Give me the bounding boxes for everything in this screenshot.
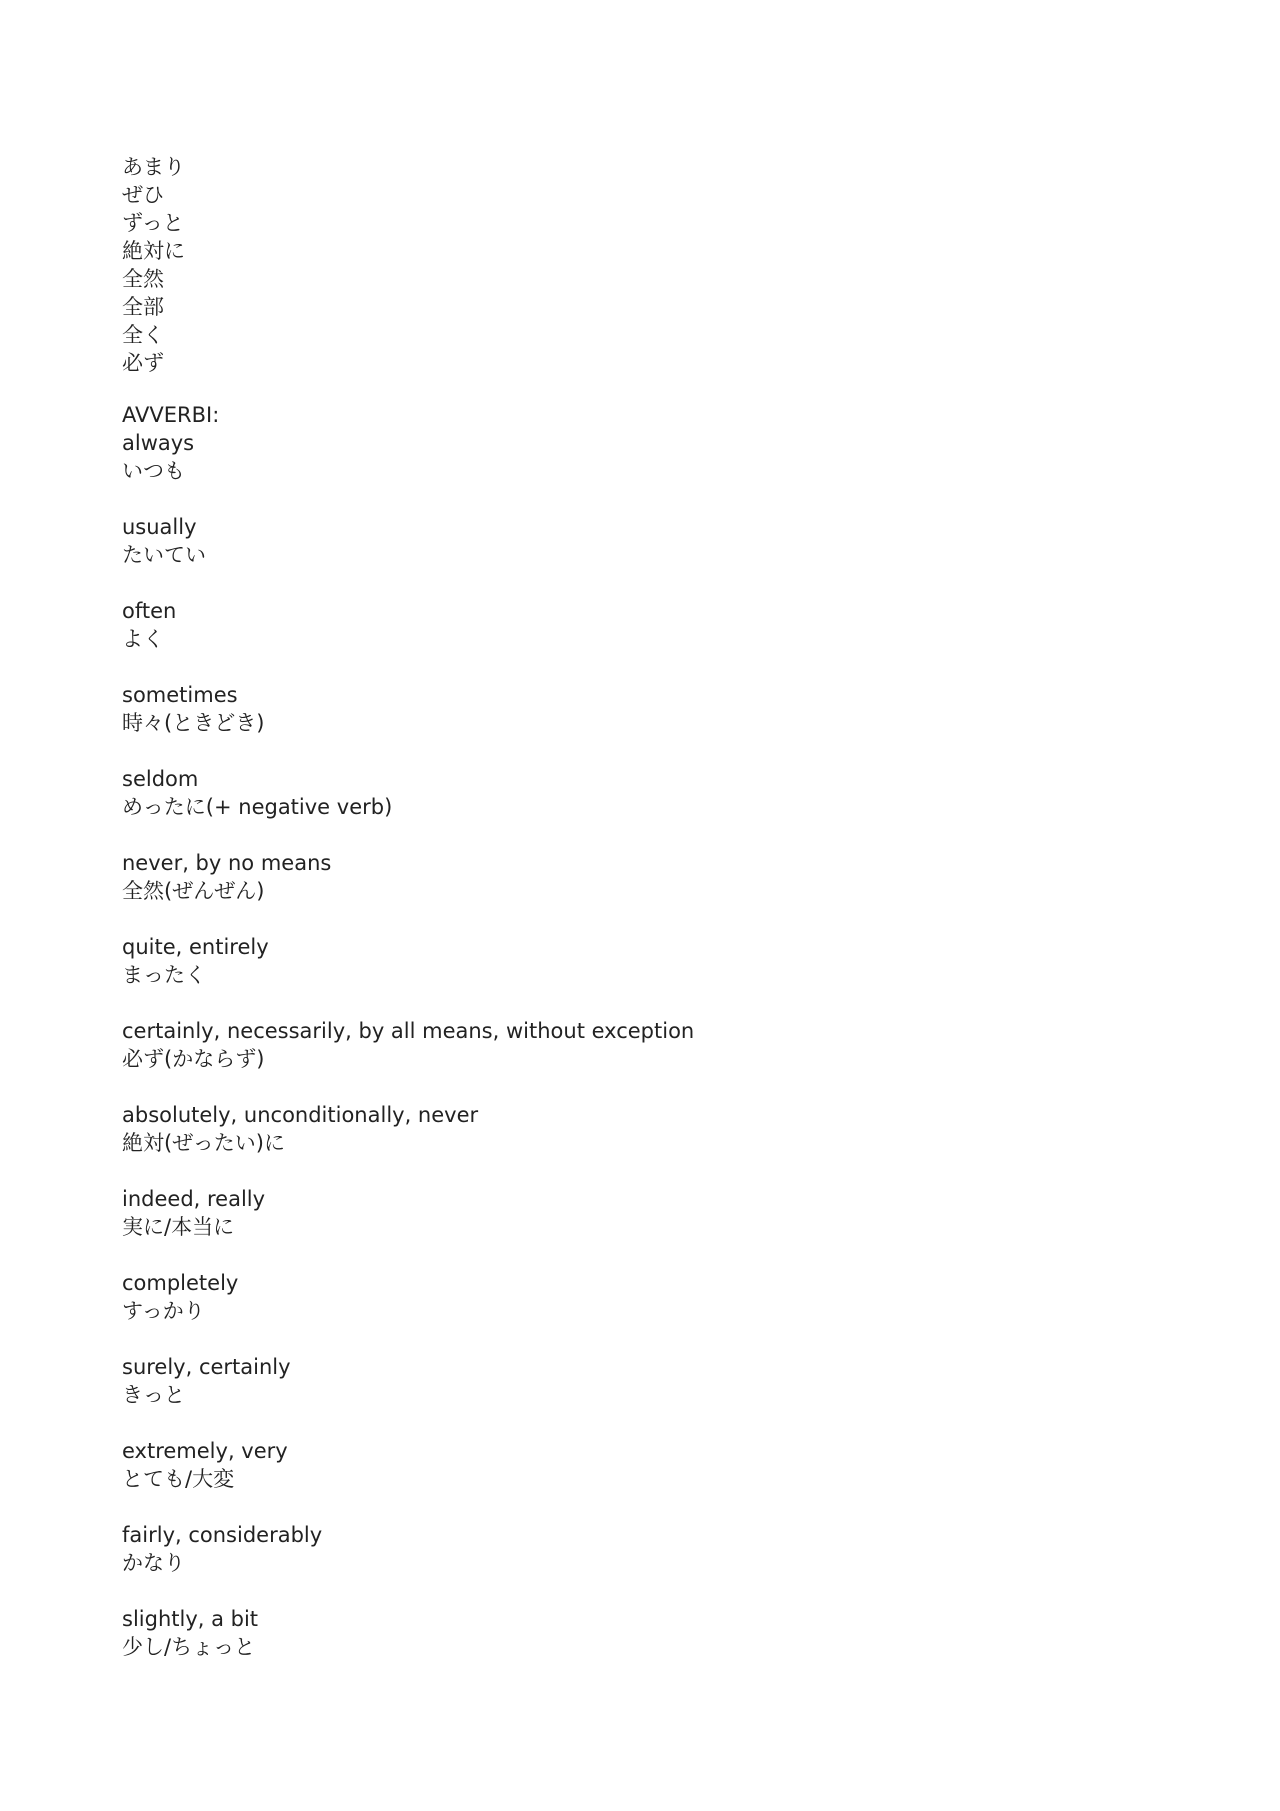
adverb-entry	[122, 597, 1162, 653]
japanese-word: とても/大変	[122, 1467, 235, 1491]
english-meaning: sometimes	[122, 683, 238, 707]
adverb-entry	[122, 765, 1162, 821]
english-meaning: completely	[122, 1271, 239, 1295]
top-word-list	[122, 153, 1162, 377]
japanese-word: すっかり	[122, 1299, 205, 1323]
japanese-word: 必ず(かならず)	[122, 1047, 265, 1071]
document-page	[122, 153, 1162, 1689]
english-meaning: indeed, really	[122, 1187, 266, 1211]
japanese-word: よく	[122, 627, 164, 651]
japanese-word: めったに(+ negative verb)	[122, 795, 393, 819]
adverb-entry	[122, 429, 1162, 485]
japanese-word: 時々(ときどき)	[122, 711, 265, 735]
list-item: 絶対に	[122, 239, 185, 263]
list-item: 全然	[122, 267, 164, 291]
adverb-entry	[122, 1017, 1162, 1073]
japanese-word: 少し/ちょっと	[122, 1635, 256, 1659]
english-meaning: surely, certainly	[122, 1355, 291, 1379]
japanese-word: いつも	[122, 459, 185, 483]
english-meaning: quite, entirely	[122, 935, 269, 959]
section-heading: AVVERBI:	[122, 403, 220, 427]
adverb-entry	[122, 1437, 1162, 1493]
list-item: あまり	[122, 155, 185, 179]
japanese-word: まったく	[122, 963, 206, 987]
japanese-word: 実に/本当に	[122, 1215, 235, 1239]
japanese-word: たいてい	[122, 543, 206, 567]
english-meaning: fairly, considerably	[122, 1523, 323, 1547]
english-meaning: seldom	[122, 767, 199, 791]
list-item: 全く	[122, 323, 164, 347]
list-item: 全部	[122, 295, 164, 319]
english-meaning: never, by no means	[122, 851, 332, 875]
english-meaning: absolutely, unconditionally, never	[122, 1103, 479, 1127]
adverb-entry	[122, 933, 1162, 989]
adverb-entry	[122, 1185, 1162, 1241]
english-meaning: always	[122, 431, 195, 455]
adverb-entry	[122, 849, 1162, 905]
adverb-entry	[122, 513, 1162, 569]
adverb-list	[122, 429, 1162, 1661]
list-item: 必ず	[122, 351, 164, 375]
adverb-entry	[122, 1521, 1162, 1577]
english-meaning: often	[122, 599, 177, 623]
adverb-entry	[122, 681, 1162, 737]
adverb-entry	[122, 1101, 1162, 1157]
adverb-entry	[122, 1605, 1162, 1661]
english-meaning: slightly, a bit	[122, 1607, 259, 1631]
japanese-word: 全然(ぜんぜん)	[122, 879, 265, 903]
adverb-entry	[122, 1269, 1162, 1325]
japanese-word: きっと	[122, 1383, 185, 1407]
english-meaning: extremely, very	[122, 1439, 288, 1463]
japanese-word: 絶対(ぜったい)に	[122, 1131, 285, 1155]
english-meaning: usually	[122, 515, 197, 539]
list-item: ずっと	[122, 211, 184, 235]
adverb-entry	[122, 1353, 1162, 1409]
list-item: ぜひ	[122, 183, 164, 207]
japanese-word: かなり	[122, 1551, 185, 1575]
english-meaning: certainly, necessarily, by all means, without exception	[122, 1019, 695, 1043]
